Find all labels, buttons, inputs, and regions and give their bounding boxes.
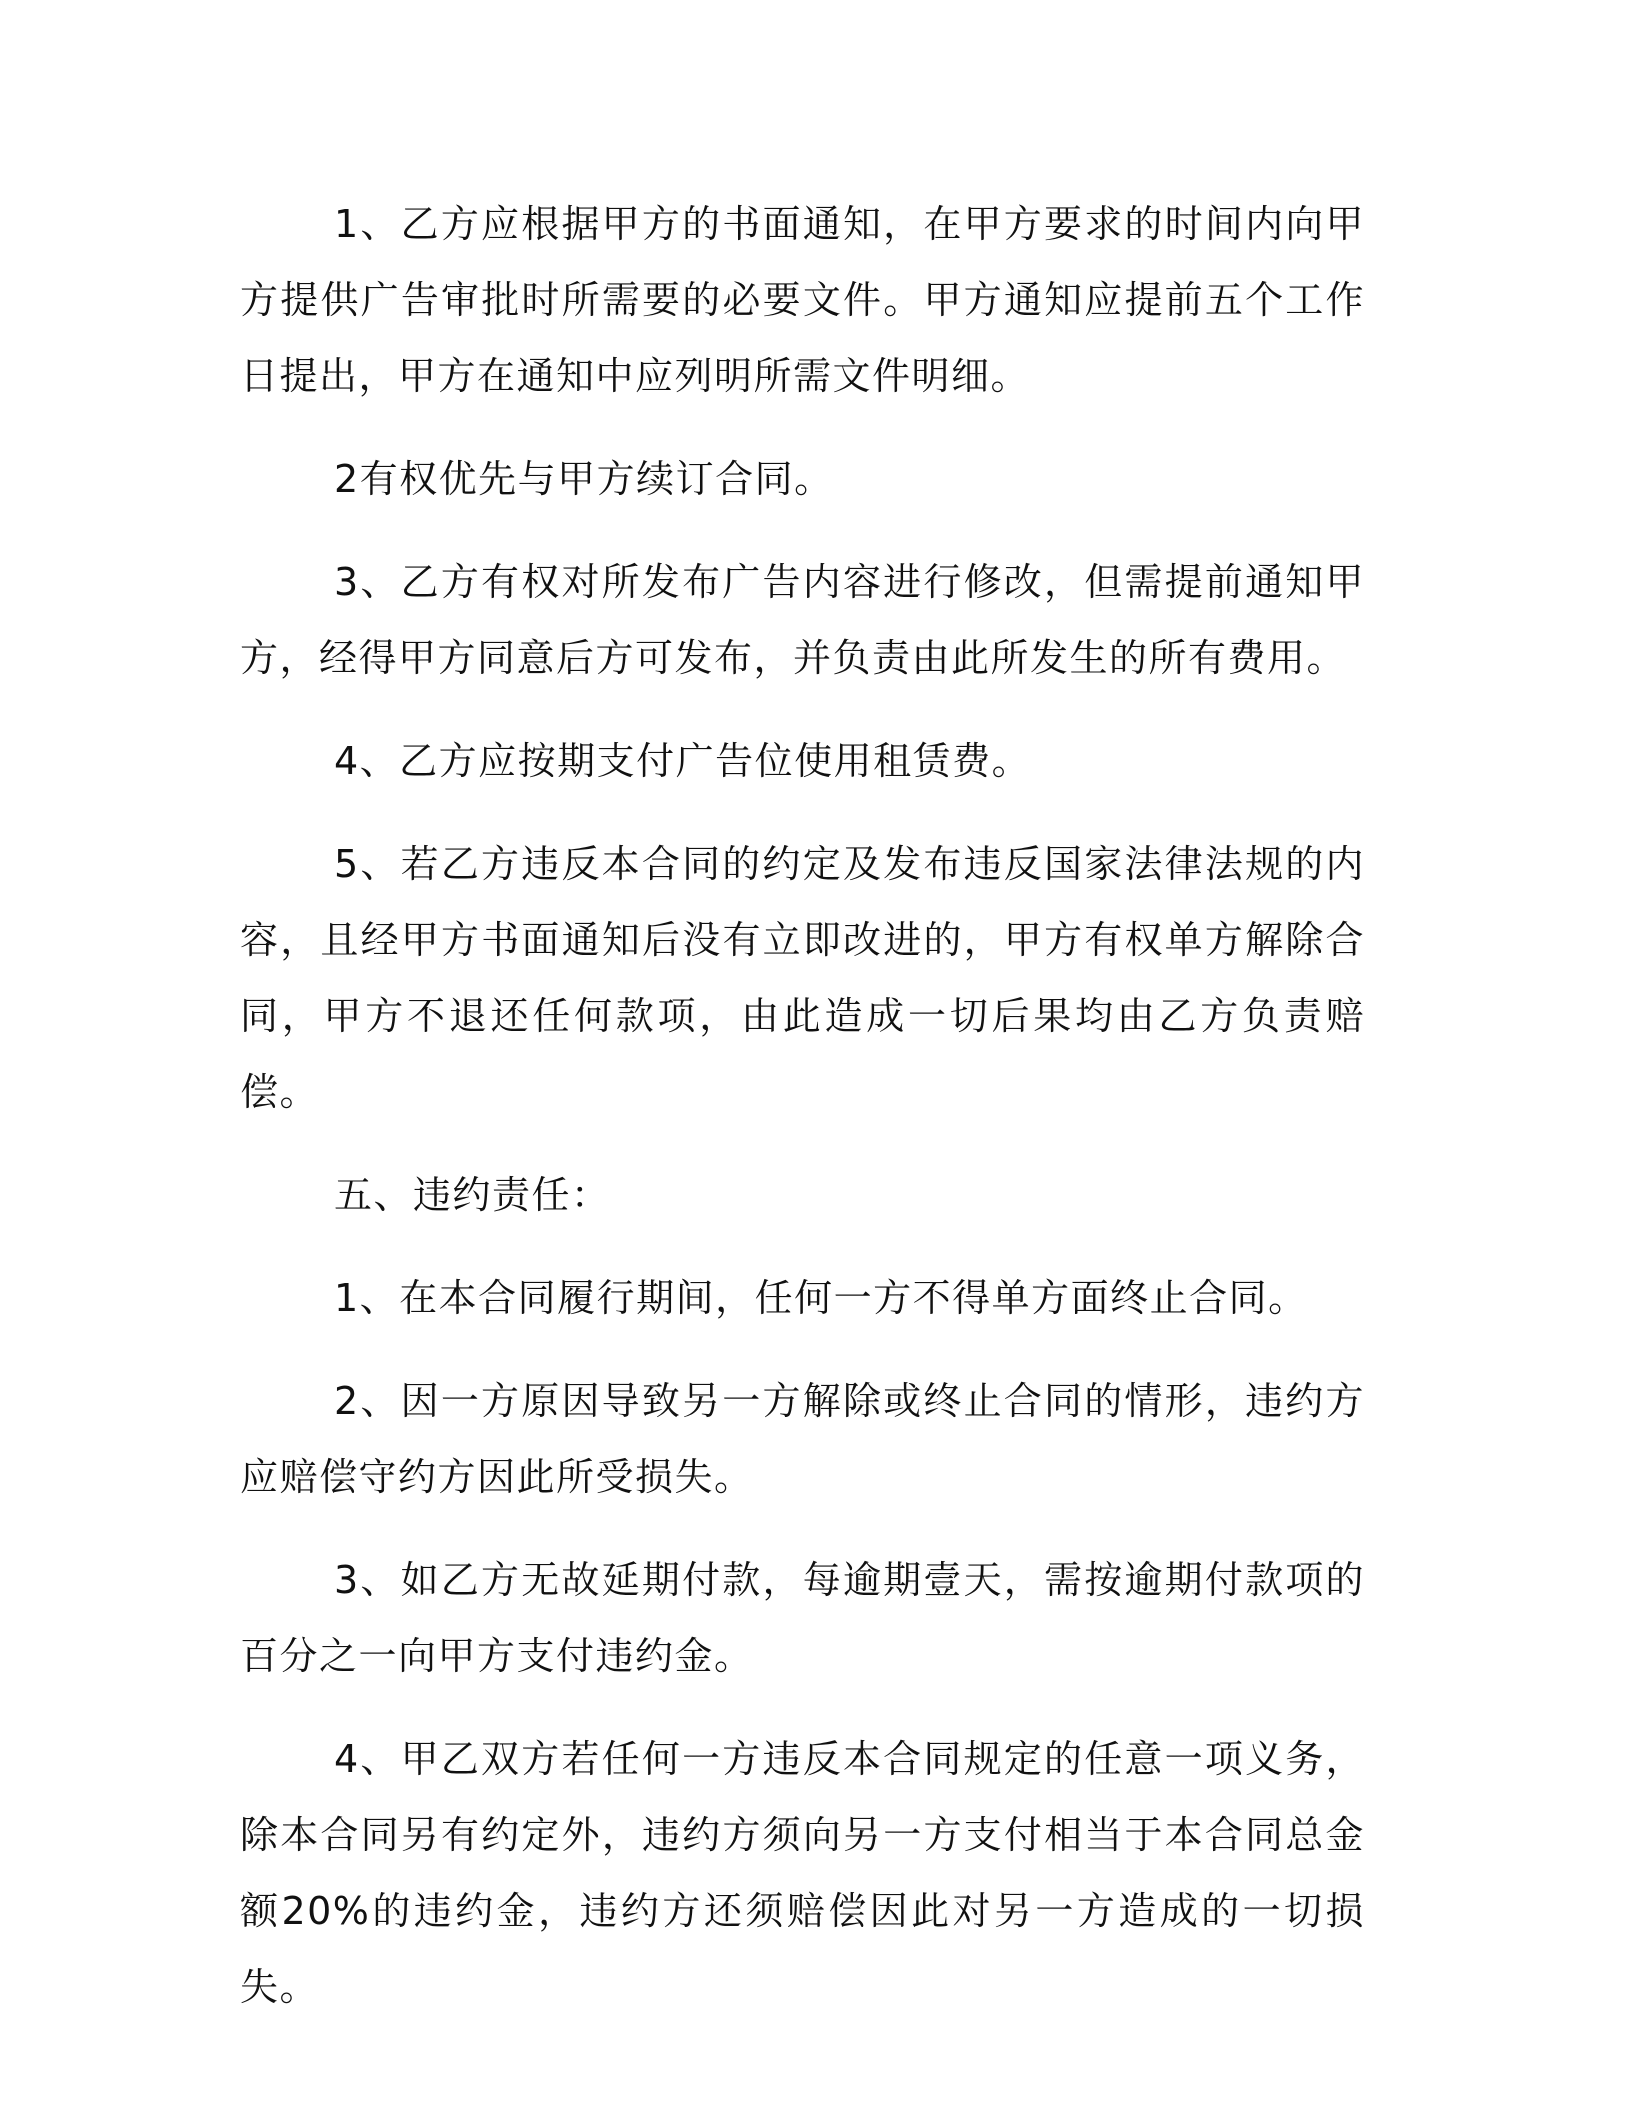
document-page: [240, 186, 1365, 2025]
section-heading-breach-liability: 五、违约责任：: [334, 1173, 611, 1217]
clause-b-5: 5、若乙方违反本合同的约定及发布违反国家法律法规的内容，且经甲方书面通知后没有立即改进的，甲方有权单方解除合同，甲方不退还任何款项，由此造成一切后果均由乙方负责赔偿。: [240, 842, 1365, 1114]
liability-clause-4: 4、甲乙双方若任何一方违反本合同规定的任意一项义务，除本合同另有约定外，违约方须向另一方支付相当于本合同总金额20%的违约金，违约方还须赔偿因此对另一方造成的一切损失。: [240, 1737, 1365, 2009]
liability-clause-1: 1、在本合同履行期间，任何一方不得单方面终止合同。: [334, 1276, 1308, 1320]
clause-b-3: 3、乙方有权对所发布广告内容进行修改，但需提前通知甲方，经得甲方同意后方可发布，并负责由此所发生的所有费用。: [240, 560, 1365, 680]
liability-clause-3: 3、如乙方无故延期付款，每逾期壹天，需按逾期付款项的百分之一向甲方支付违约金。: [240, 1558, 1365, 1678]
clause-b-1: 1、乙方应根据甲方的书面通知，在甲方要求的时间内向甲方提供广告审批时所需要的必要文件。甲方通知应提前五个工作日提出，甲方在通知中应列明所需文件明细。: [240, 202, 1365, 398]
clause-b-2: 2有权优先与甲方续订合同。: [334, 457, 834, 501]
liability-clause-2: 2、因一方原因导致另一方解除或终止合同的情形，违约方应赔偿守约方因此所受损失。: [240, 1379, 1365, 1499]
clause-b-4: 4、乙方应按期支付广告位使用租赁费。: [334, 739, 1032, 783]
